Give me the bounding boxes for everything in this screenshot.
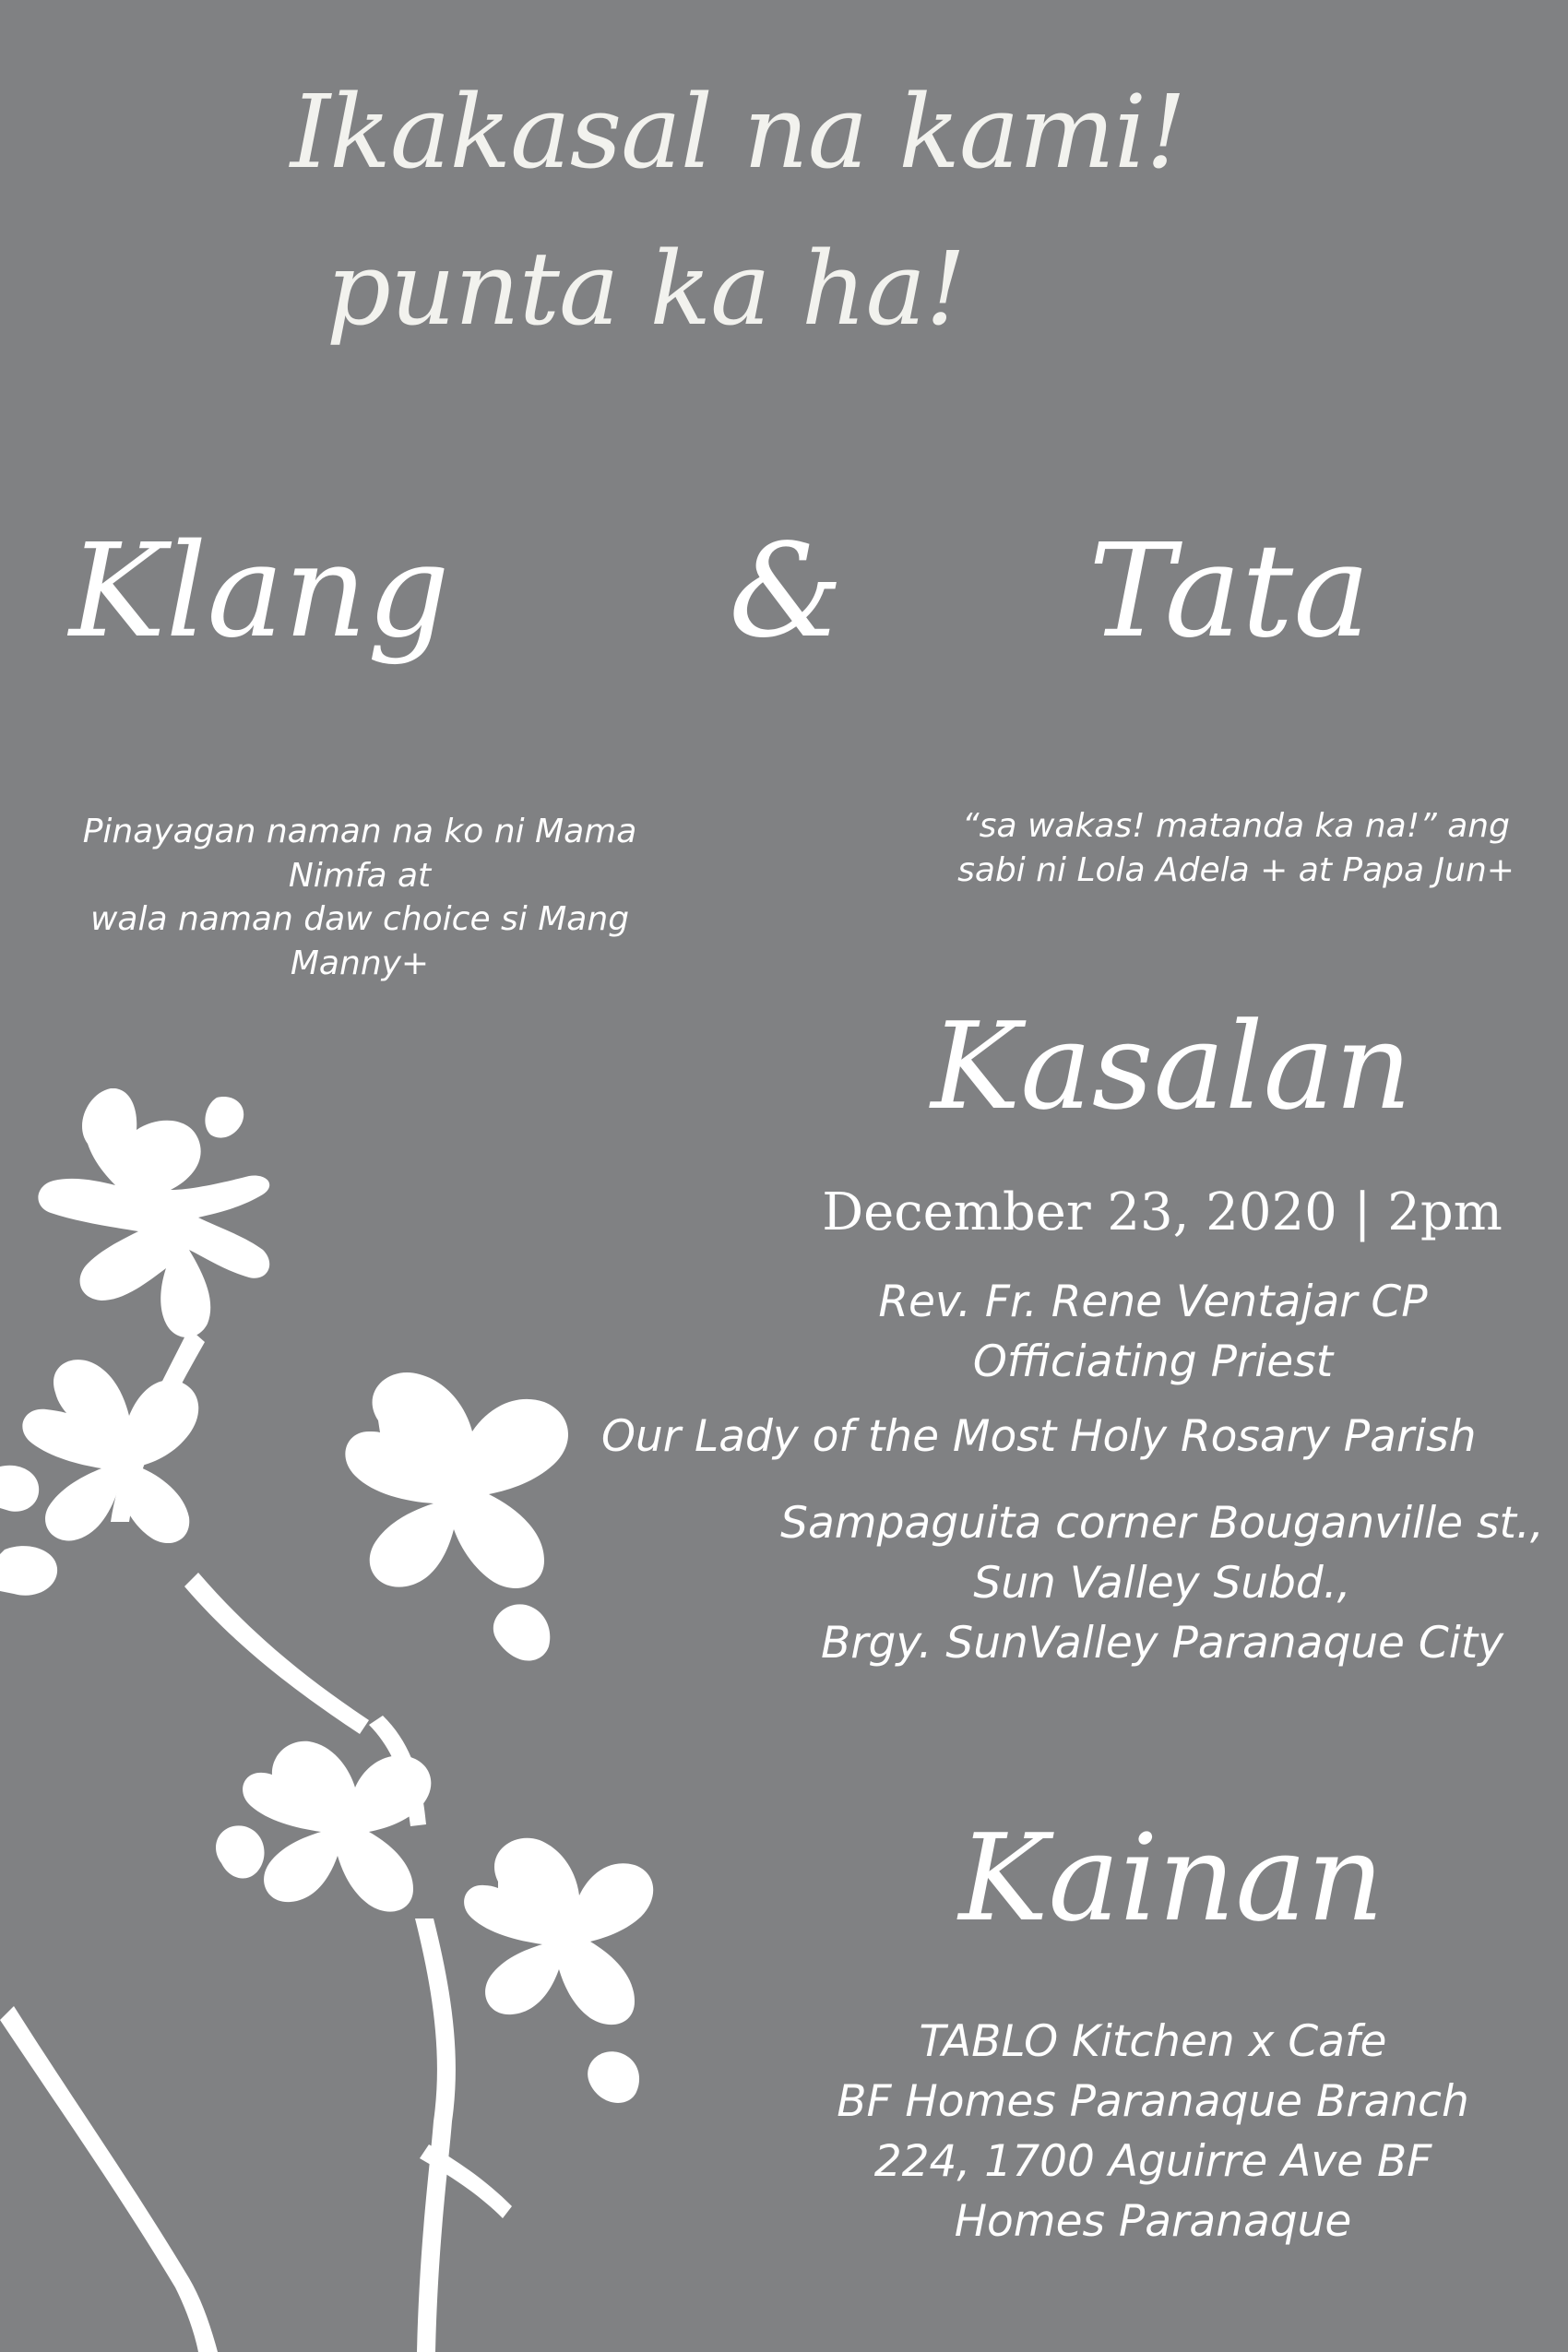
venue-line: BF Homes Paranaque Branch	[837, 2075, 1469, 2127]
parish-address	[756, 1494, 1568, 1674]
orchid-silhouette-icon	[0, 1088, 719, 2352]
headline-line-2: punta ka ha!	[326, 230, 966, 348]
priest-name: Rev. Fr. Rene Ventajar CP	[878, 1277, 1428, 1327]
venue-line: Homes Paranaque	[954, 2195, 1352, 2247]
groom-note-line: wala naman daw choice si Mang	[89, 900, 630, 939]
reception-venue	[793, 2013, 1513, 2251]
bride-note-line: “sa wakas! matanda ka na!” ang	[962, 807, 1510, 845]
bride-name: Tata	[1088, 517, 1371, 667]
address-line: Sun Valley Subd.,	[973, 1557, 1351, 1609]
groom-note	[55, 810, 664, 985]
ampersand: &	[729, 517, 844, 667]
bride-note-line: sabi ni Lola Adela + at Papa Jun+	[957, 850, 1515, 889]
address-line: Brgy. SunValley Paranaque City	[820, 1617, 1504, 1669]
priest-role: Officiating Priest	[972, 1336, 1334, 1387]
groom-note-line: Manny+	[290, 944, 430, 982]
kasalan-title: Kasalan	[931, 996, 1412, 1136]
groom-note-line: Nimfa at	[288, 856, 432, 895]
groom-note-line: Pinayagan naman na ko ni Mama	[82, 813, 637, 850]
priest-block	[784, 1273, 1522, 1393]
venue-line: TABLO Kitchen x Cafe	[919, 2016, 1387, 2067]
ceremony-date: December 23, 2020 | 2pm	[822, 1182, 1503, 1242]
address-line: Sampaguita corner Bouganville st.,	[780, 1498, 1544, 1549]
groom-name: Klang	[69, 517, 450, 667]
headline-line-1: Ikakasal na kami!	[290, 73, 1186, 191]
kainan-title: Kainan	[958, 1808, 1384, 1948]
bride-note	[922, 804, 1550, 892]
venue-line: 224, 1700 Aguirre Ave BF	[873, 2135, 1432, 2187]
parish-name: Our Lady of the Most Holy Rosary Parish	[601, 1411, 1477, 1462]
